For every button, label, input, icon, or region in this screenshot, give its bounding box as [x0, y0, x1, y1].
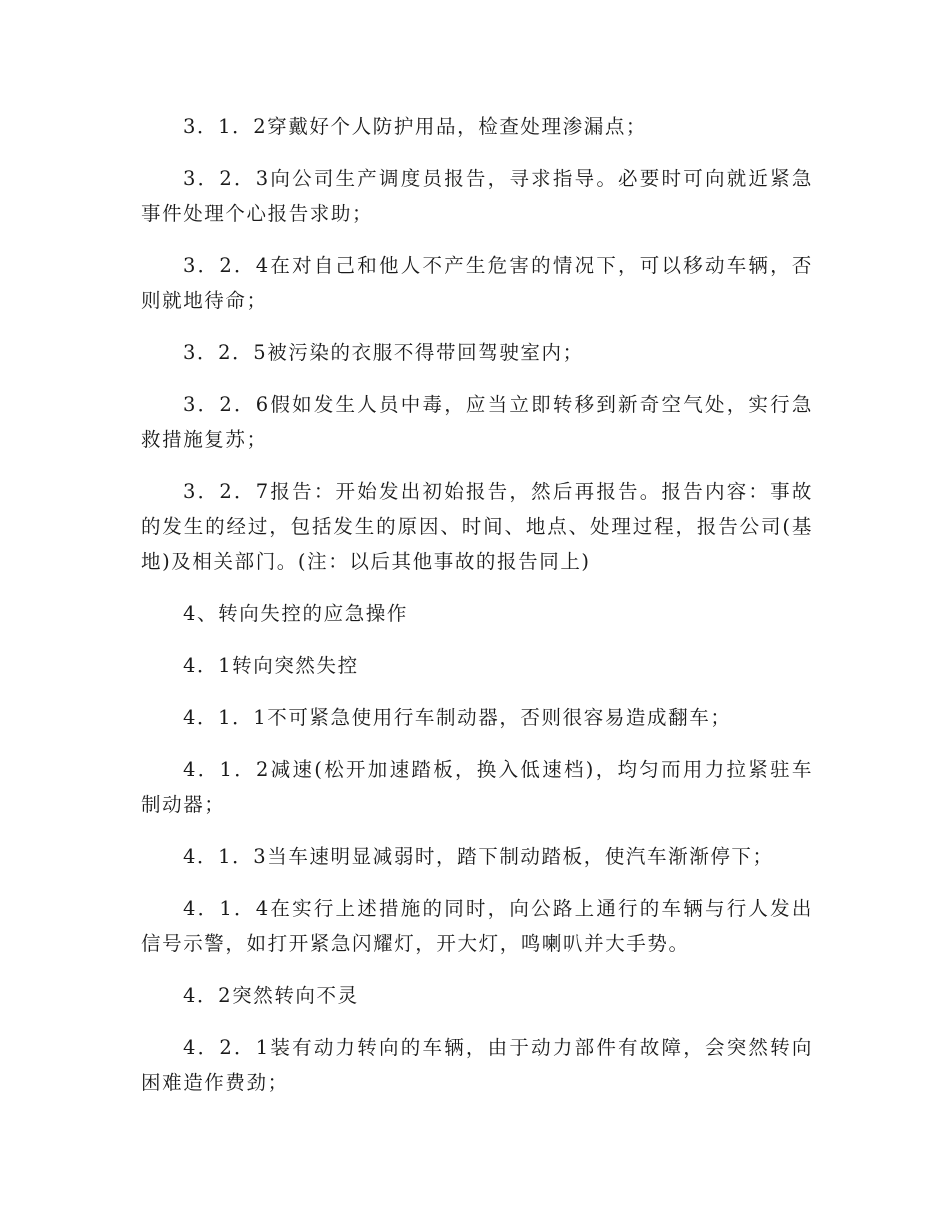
subsection-heading-4-2: 4．2突然转向不灵 [183, 984, 359, 1007]
section-heading-4: 4、转向失控的应急操作 [183, 602, 409, 625]
paragraph-4-1-1: 4．1．1不可紧急使用行车制动器，否则很容易造成翻车； [183, 706, 732, 729]
paragraph-3-2-4: 3．2．4在对自己和他人不产生危害的情况下，可以移动车辆，否则就地待命； [141, 254, 813, 312]
paragraph-4-1-2: 4．1．2减速(松开加速踏板，换入低速档)，均匀而用力拉紧驻车制动器； [141, 758, 813, 816]
paragraph-3-2-5: 3．2．5被污染的衣服不得带回驾驶室内； [183, 341, 584, 364]
paragraph-4-2-1: 4．2．1装有动力转向的车辆，由于动力部件有故障，会突然转向困难造作费劲； [141, 1036, 813, 1094]
document-body [141, 109, 813, 1117]
paragraph-3-2-3: 3．2．3向公司生产调度员报告，寻求指导。必要时可向就近紧急事件处理个心报告求助； [141, 167, 813, 225]
paragraph-3-2-6: 3．2．6假如发生人员中毒，应当立即转移到新奇空气处，实行急救措施复苏； [141, 393, 813, 451]
paragraph-4-1-3: 4．1．3当车速明显减弱时，踏下制动踏板，使汽车渐渐停下； [183, 845, 774, 868]
subsection-heading-4-1: 4．1转向突然失控 [183, 654, 359, 677]
paragraph-4-1-4: 4．1．4在实行上述措施的同时，向公路上通行的车辆与行人发出信号示警，如打开紧急闪耀灯，开大灯，鸣喇叭并大手势。 [141, 897, 813, 955]
paragraph-3-1-2: 3．1．2穿戴好个人防护用品，检查处理渗漏点； [183, 115, 648, 138]
paragraph-3-2-7: 3．2．7报告：开始发出初始报告，然后再报告。报告内容：事故的发生的经过，包括发生的原因、时间、地点、处理过程，报告公司(基地)及相关部门。(注：以后其他事故的报告同上) [141, 480, 813, 573]
